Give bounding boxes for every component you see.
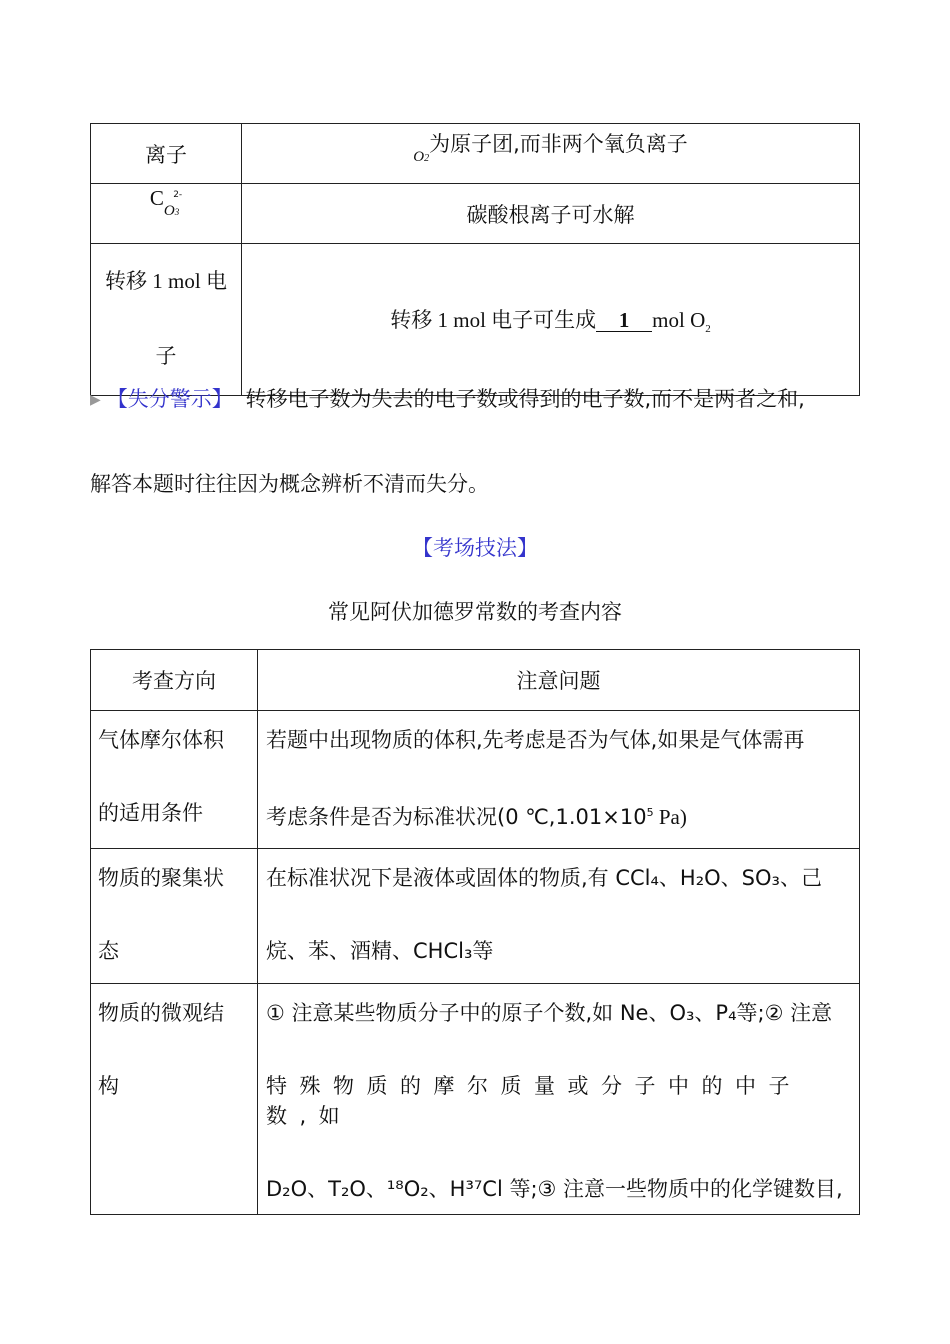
- cell-text: D₂O、T₂O、¹⁸O₂、H³⁷Cl 等;③ 注意一些物质中的化学键数目,: [266, 1177, 843, 1201]
- cell-text: 气体摩尔体积: [98, 728, 224, 752]
- table2-row2-right: [258, 849, 860, 984]
- cell-text: 电子可生成: [491, 307, 597, 332]
- cell-text: 物质的微观结: [98, 1001, 224, 1025]
- table1-cell-electron: [91, 244, 242, 396]
- warning-paragraph: [90, 383, 805, 413]
- cell-text: 转移: [390, 307, 433, 332]
- cell-text: 物质的聚集状: [98, 866, 224, 890]
- cell-text: 若题中出现物质的体积,先考虑是否为气体,如果是气体需再: [266, 728, 805, 752]
- cell-text: 电: [205, 269, 227, 293]
- warning-text-line2: 解答本题时往往因为概念辨析不清而失分。: [90, 472, 489, 496]
- cell-text: 态: [98, 939, 119, 963]
- cell-text: 在标准状况下是液体或固体的物质,有 CCl₄、H₂O、SO₃、己: [266, 866, 822, 890]
- cell-text: 1 mol: [152, 269, 201, 293]
- table1-cell-peroxide-note: [242, 124, 860, 184]
- cell-text: 的适用条件: [98, 801, 203, 825]
- warning-label: 【失分警示】: [106, 387, 233, 411]
- play-triangle-icon: ▶: [90, 392, 101, 408]
- table2-header-notes: 注意问题: [258, 650, 860, 711]
- cell-text: mol O: [652, 307, 706, 332]
- section-label: 【考场技法】: [412, 536, 538, 560]
- cell-text: 子: [155, 344, 177, 368]
- table2-header-direction: 考查方向: [91, 650, 258, 711]
- concept-table: [90, 123, 860, 396]
- warning-text-line1: 转移电子数为失去的电子数或得到的电子数,而不是两者之和,: [245, 387, 805, 411]
- table2-row1-left: [91, 711, 258, 849]
- table2-row1-right: [258, 711, 860, 849]
- cell-text: 考虑条件是否为标准状况(0 ℃,1.01×10: [266, 805, 647, 829]
- table1-cell-carbonate: $C_{O3}^{2-}$: [91, 184, 242, 244]
- table2-row2-left: [91, 849, 258, 984]
- cell-text: 构: [98, 1074, 119, 1098]
- table1-cell-ion: [91, 124, 242, 184]
- peroxide-formula: O2: [413, 149, 430, 165]
- carbonate-c: C: [149, 186, 164, 210]
- exponent: 5: [646, 806, 654, 819]
- cell-text: ① 注意某些物质分子中的原子个数,如 Ne、O₃、P₄等;② 注意: [266, 1001, 833, 1025]
- table1-cell-hydrolysis: [242, 184, 860, 244]
- cell-text: 为原子团,而非两个氧负离子: [429, 132, 688, 156]
- carbonate-formula: O3: [163, 203, 180, 219]
- cell-text: Pa): [653, 805, 687, 829]
- cell-text: 转移: [105, 269, 148, 293]
- cell-text: 离子: [145, 142, 187, 167]
- table2-row3-left: [91, 984, 258, 1215]
- cell-text: 烷、苯、酒精、CHCl₃等: [266, 939, 494, 963]
- table2-row3-right: [258, 984, 860, 1215]
- table1-cell-oxygen-yield: 转移 1 mol 电子可生成 1 mol $O_2$: [242, 244, 860, 396]
- avogadro-table: [90, 649, 860, 1215]
- cell-text: 1 mol: [437, 307, 486, 332]
- cell-text: 碳酸根离子可水解: [466, 202, 635, 227]
- answer-blank: 1: [596, 309, 652, 332]
- cell-text: 特殊物质的摩尔质量或分子中的中子数,如: [266, 1074, 802, 1128]
- table2-title: 常见阿伏加德罗常数的考查内容: [328, 600, 622, 624]
